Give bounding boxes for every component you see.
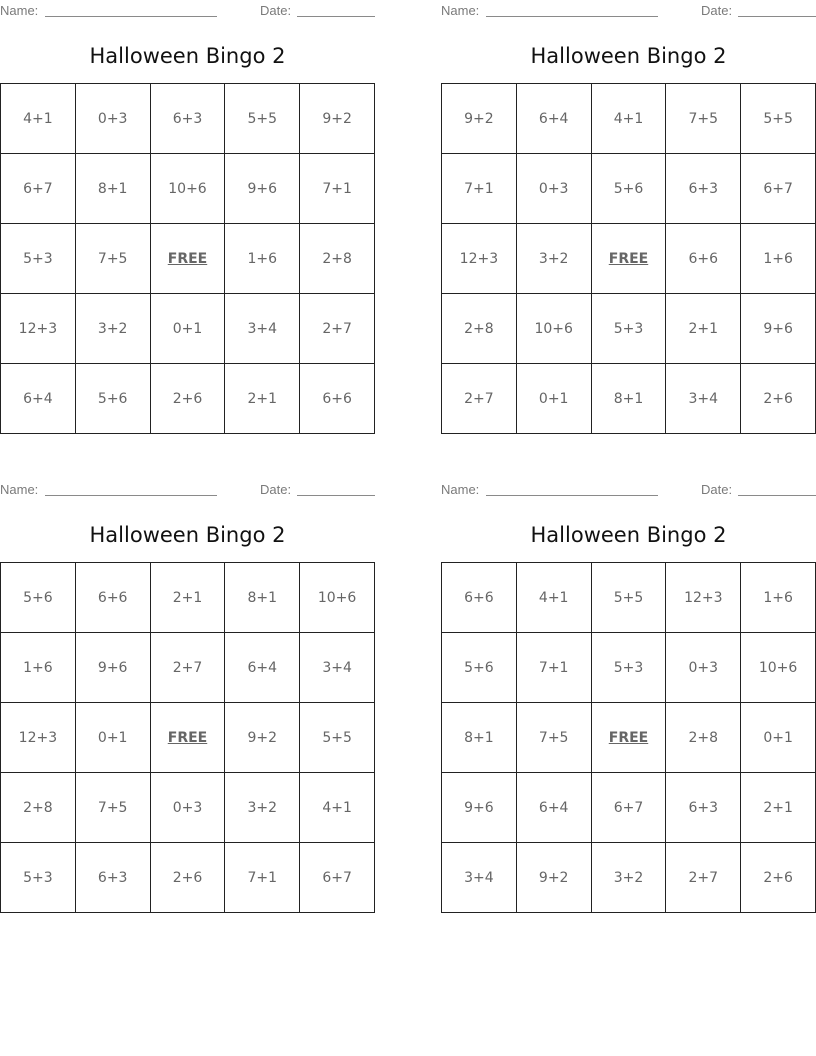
card-title: Halloween Bingo 2 (530, 523, 727, 547)
bingo-cell[interactable]: 4+1 (592, 84, 667, 154)
bingo-cell[interactable]: 2+6 (741, 843, 816, 913)
bingo-cell[interactable]: 9+6 (225, 154, 300, 224)
bingo-cell[interactable]: 2+8 (666, 703, 741, 773)
name-label: Name: (441, 3, 480, 18)
bingo-cell[interactable]: 5+3 (1, 843, 76, 913)
bingo-cell[interactable]: 2+1 (741, 773, 816, 843)
card-title: Halloween Bingo 2 (89, 523, 286, 547)
bingo-cell[interactable]: 6+6 (76, 563, 151, 633)
card-title: Halloween Bingo 2 (530, 44, 727, 68)
bingo-cell[interactable]: 6+4 (1, 364, 76, 434)
name-field[interactable] (45, 495, 217, 496)
bingo-cell[interactable]: 3+4 (442, 843, 517, 913)
bingo-cell[interactable]: 6+7 (741, 154, 816, 224)
bingo-cell[interactable]: 4+1 (300, 773, 375, 843)
bingo-cell[interactable]: 2+1 (666, 294, 741, 364)
bingo-cell[interactable]: 2+8 (1, 773, 76, 843)
bingo-cell[interactable]: 4+1 (1, 84, 76, 154)
bingo-cell[interactable]: 2+7 (666, 843, 741, 913)
bingo-cell[interactable]: 6+3 (666, 773, 741, 843)
card-header (0, 482, 375, 498)
bingo-cell[interactable]: 9+2 (300, 84, 375, 154)
bingo-cell[interactable]: 10+6 (741, 633, 816, 703)
bingo-cell[interactable]: 3+2 (225, 773, 300, 843)
bingo-grid (0, 562, 375, 913)
bingo-grid (0, 83, 375, 434)
bingo-cell[interactable]: 5+6 (592, 154, 667, 224)
free-space[interactable]: FREE (151, 703, 226, 773)
bingo-cell[interactable]: 0+1 (517, 364, 592, 434)
bingo-cell[interactable]: 5+5 (592, 563, 667, 633)
bingo-cell[interactable]: 3+4 (225, 294, 300, 364)
bingo-card-2 (441, 0, 816, 434)
date-field[interactable] (738, 495, 816, 496)
bingo-cell[interactable]: 12+3 (666, 563, 741, 633)
bingo-cell[interactable]: 10+6 (151, 154, 226, 224)
bingo-cell[interactable]: 0+3 (517, 154, 592, 224)
bingo-card-1 (0, 0, 375, 434)
bingo-cell[interactable]: 6+6 (442, 563, 517, 633)
bingo-cell[interactable]: 6+4 (225, 633, 300, 703)
date-label: Date: (260, 482, 292, 497)
card-header (441, 482, 816, 498)
bingo-cell[interactable]: 12+3 (1, 294, 76, 364)
bingo-cell[interactable]: 5+6 (76, 364, 151, 434)
bingo-cell[interactable]: 7+1 (517, 633, 592, 703)
name-field[interactable] (45, 16, 217, 17)
date-field[interactable] (297, 495, 375, 496)
bingo-cell[interactable]: 2+1 (151, 563, 226, 633)
bingo-cell[interactable]: 9+2 (517, 843, 592, 913)
bingo-cell[interactable]: 2+7 (442, 364, 517, 434)
bingo-grid (441, 562, 816, 913)
date-field[interactable] (738, 16, 816, 17)
bingo-cell[interactable]: 9+2 (442, 84, 517, 154)
bingo-cell[interactable]: 12+3 (1, 703, 76, 773)
bingo-card-3 (0, 479, 375, 913)
bingo-cell[interactable]: 7+1 (442, 154, 517, 224)
bingo-cell[interactable]: 3+2 (517, 224, 592, 294)
bingo-cell[interactable]: 1+6 (225, 224, 300, 294)
bingo-cell[interactable]: 5+3 (1, 224, 76, 294)
bingo-cell[interactable]: 2+1 (225, 364, 300, 434)
bingo-grid (441, 83, 816, 434)
free-space[interactable]: FREE (592, 224, 667, 294)
bingo-cell[interactable]: 3+4 (300, 633, 375, 703)
bingo-cell[interactable]: 5+5 (300, 703, 375, 773)
date-field[interactable] (297, 16, 375, 17)
bingo-cell[interactable]: 2+7 (300, 294, 375, 364)
card-header (0, 3, 375, 19)
bingo-cell[interactable]: 6+4 (517, 773, 592, 843)
bingo-cell[interactable]: 6+6 (300, 364, 375, 434)
name-label: Name: (0, 3, 39, 18)
bingo-cell[interactable]: 2+6 (151, 364, 226, 434)
bingo-cell[interactable]: 0+1 (741, 703, 816, 773)
bingo-card-4 (441, 479, 816, 913)
bingo-cell[interactable]: 1+6 (1, 633, 76, 703)
bingo-cell[interactable]: 6+6 (666, 224, 741, 294)
bingo-cell[interactable]: 9+6 (442, 773, 517, 843)
bingo-cell[interactable]: 12+3 (442, 224, 517, 294)
bingo-cell[interactable]: 0+1 (76, 703, 151, 773)
bingo-cell[interactable]: 5+5 (225, 84, 300, 154)
bingo-cell[interactable]: 2+8 (300, 224, 375, 294)
bingo-cell[interactable]: 7+5 (76, 773, 151, 843)
bingo-cell[interactable]: 7+5 (76, 224, 151, 294)
card-title: Halloween Bingo 2 (89, 44, 286, 68)
name-field[interactable] (486, 16, 658, 17)
bingo-cell[interactable]: 1+6 (741, 224, 816, 294)
bingo-cell[interactable]: 9+6 (76, 633, 151, 703)
bingo-cell[interactable]: 0+3 (666, 633, 741, 703)
free-space[interactable]: FREE (151, 224, 226, 294)
bingo-cell[interactable]: 1+6 (741, 563, 816, 633)
date-label: Date: (260, 3, 292, 18)
bingo-cell[interactable]: 3+4 (666, 364, 741, 434)
bingo-cell[interactable]: 7+1 (225, 843, 300, 913)
bingo-cell[interactable]: 6+7 (1, 154, 76, 224)
bingo-cell[interactable]: 3+2 (76, 294, 151, 364)
date-label: Date: (701, 482, 733, 497)
bingo-cell[interactable]: 6+3 (151, 84, 226, 154)
bingo-cell[interactable]: 7+5 (666, 84, 741, 154)
bingo-cell[interactable]: 8+1 (76, 154, 151, 224)
name-label: Name: (0, 482, 39, 497)
bingo-cell[interactable]: 6+3 (76, 843, 151, 913)
bingo-cell[interactable]: 2+6 (741, 364, 816, 434)
card-header (441, 3, 816, 19)
name-field[interactable] (486, 495, 658, 496)
bingo-cell[interactable]: 5+3 (592, 294, 667, 364)
bingo-cell[interactable]: 9+2 (225, 703, 300, 773)
bingo-cell[interactable]: 8+1 (225, 563, 300, 633)
bingo-cell[interactable]: 5+6 (442, 633, 517, 703)
bingo-cell[interactable]: 8+1 (592, 364, 667, 434)
bingo-cell[interactable]: 6+7 (592, 773, 667, 843)
name-label: Name: (441, 482, 480, 497)
bingo-cell[interactable]: 8+1 (442, 703, 517, 773)
bingo-cell[interactable]: 5+3 (592, 633, 667, 703)
date-label: Date: (701, 3, 733, 18)
bingo-cell[interactable]: 2+8 (442, 294, 517, 364)
bingo-cell[interactable]: 7+1 (300, 154, 375, 224)
bingo-cell[interactable]: 6+7 (300, 843, 375, 913)
bingo-cell[interactable]: 7+5 (517, 703, 592, 773)
bingo-cell[interactable]: 10+6 (300, 563, 375, 633)
bingo-cell[interactable]: 2+6 (151, 843, 226, 913)
bingo-cell[interactable]: 9+6 (741, 294, 816, 364)
bingo-cell[interactable]: 5+5 (741, 84, 816, 154)
bingo-cell[interactable]: 5+6 (1, 563, 76, 633)
bingo-cell[interactable]: 0+3 (151, 773, 226, 843)
bingo-cell[interactable]: 6+3 (666, 154, 741, 224)
free-space[interactable]: FREE (592, 703, 667, 773)
bingo-cell[interactable]: 6+4 (517, 84, 592, 154)
bingo-cell[interactable]: 0+3 (76, 84, 151, 154)
bingo-cell[interactable]: 0+1 (151, 294, 226, 364)
bingo-cell[interactable]: 3+2 (592, 843, 667, 913)
bingo-cell[interactable]: 4+1 (517, 563, 592, 633)
bingo-cell[interactable]: 2+7 (151, 633, 226, 703)
bingo-cell[interactable]: 10+6 (517, 294, 592, 364)
